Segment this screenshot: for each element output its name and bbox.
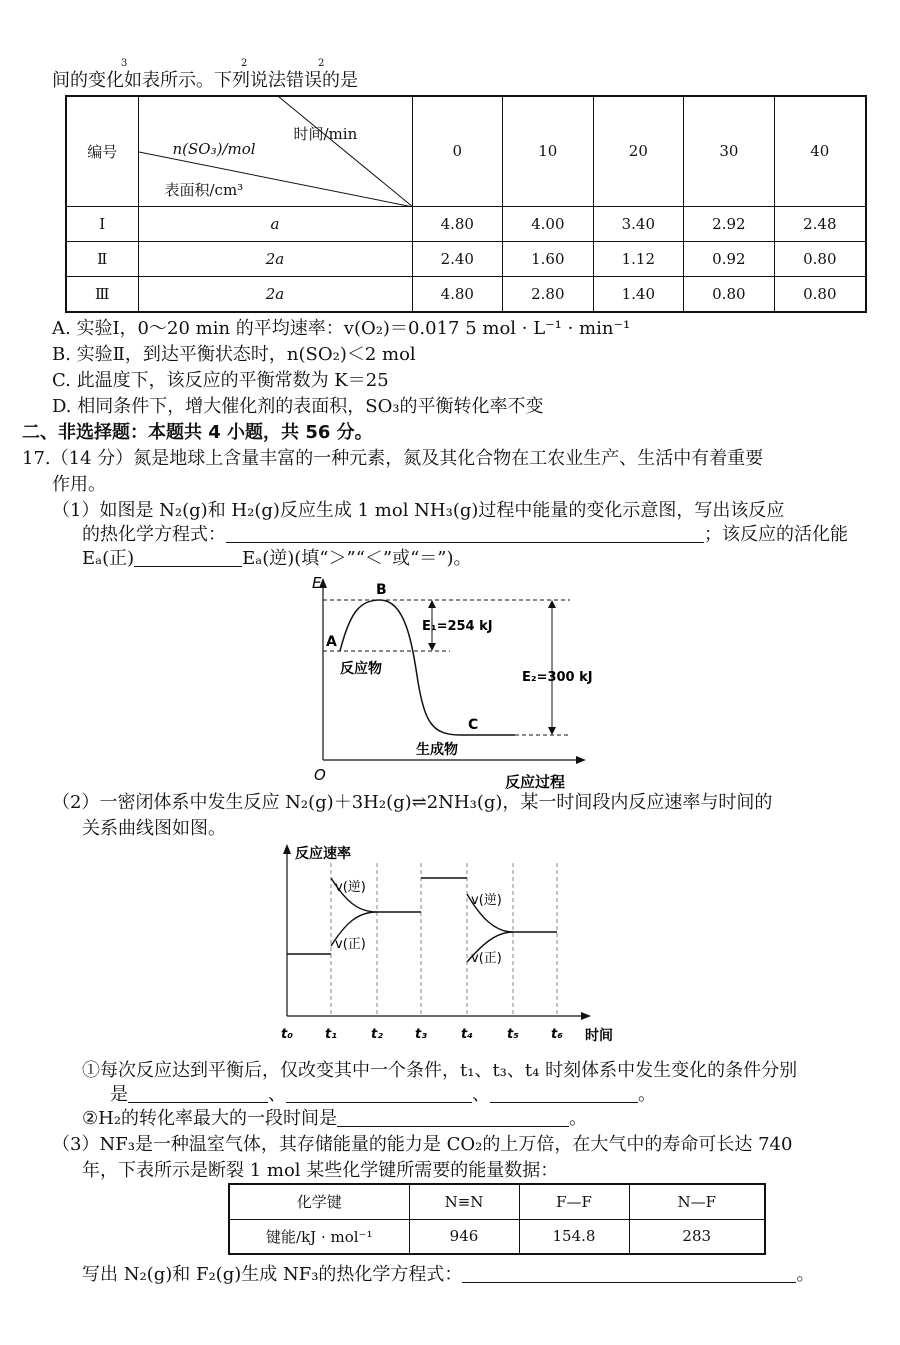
header-diagonal-cell bbox=[138, 96, 412, 206]
text: 。 bbox=[638, 1084, 656, 1105]
table-row bbox=[66, 206, 866, 241]
y-axis-label: 反应速率 bbox=[295, 846, 351, 862]
cell: 2.48 bbox=[774, 206, 866, 241]
reverse-label-1: v(逆) bbox=[335, 880, 366, 895]
section-title: 二、非选择题：本题共 4 小题，共 56 分。 bbox=[22, 422, 373, 443]
tick-t0: t₀ bbox=[281, 1027, 293, 1042]
text: 是 bbox=[110, 1084, 128, 1105]
answer-blank-compare[interactable] bbox=[134, 548, 242, 567]
row-id: Ⅲ bbox=[66, 276, 138, 312]
header-ff: F—F bbox=[519, 1184, 629, 1219]
row-id: Ⅰ bbox=[66, 206, 138, 241]
header-time: 时间/min bbox=[293, 125, 358, 143]
cell: 154.8 bbox=[519, 1219, 629, 1254]
x-axis-label: 时间 bbox=[585, 1028, 613, 1044]
header-bond: 化学键 bbox=[229, 1184, 409, 1219]
option-c: C. 此温度下，该反应的平衡常数为 K＝25 bbox=[52, 370, 389, 391]
cell: 946 bbox=[409, 1219, 519, 1254]
header-id: 编号 bbox=[66, 96, 138, 206]
text: 、 bbox=[472, 1084, 490, 1105]
table-row bbox=[229, 1219, 765, 1254]
q17-line1: 17.（14 分）氮是地球上含量丰富的一种元素，氮及其化合物在工农业生产、生活中有着重要 bbox=[22, 448, 764, 469]
point-c-label: C bbox=[468, 717, 479, 733]
text: 。 bbox=[569, 1108, 588, 1129]
origin-label: O bbox=[314, 766, 326, 784]
q17-p2-line1: （2）一密闭体系中发生反应 N₂(g)＋3H₂(g)⇌2NH₃(g)，某一时间段内反应速率与时间的 bbox=[52, 792, 773, 813]
answer-blank-t3[interactable] bbox=[286, 1084, 472, 1103]
q17-p3-last bbox=[82, 1262, 814, 1288]
tick-t5: t₅ bbox=[507, 1027, 519, 1042]
bond-energy-table bbox=[228, 1183, 766, 1255]
product-label: 生成物 bbox=[416, 742, 458, 758]
reverse-label-2: v(逆) bbox=[471, 893, 502, 908]
cell: 283 bbox=[629, 1219, 765, 1254]
e1-label: E₁=254 kJ bbox=[422, 619, 493, 634]
time-20: 20 bbox=[593, 96, 684, 206]
time-30: 30 bbox=[684, 96, 775, 206]
energy-diagram bbox=[290, 572, 610, 794]
cell: 2.40 bbox=[412, 241, 503, 276]
cell: 4.80 bbox=[412, 206, 503, 241]
cell: 0.80 bbox=[684, 276, 775, 312]
forward-label-1: v(正) bbox=[335, 937, 366, 952]
rate-time-chart bbox=[275, 838, 625, 1052]
cell: 2.80 bbox=[503, 276, 594, 312]
answer-blank-equation[interactable] bbox=[226, 524, 704, 543]
option-d: D. 相同条件下，增大催化剂的表面积，SO₃的平衡转化率不变 bbox=[52, 396, 544, 417]
cell: 0.80 bbox=[774, 241, 866, 276]
top-mark-1: 3 bbox=[121, 58, 128, 69]
x-axis-label: 反应过程 bbox=[505, 773, 566, 791]
cell: 2.92 bbox=[684, 206, 775, 241]
tick-t6: t₆ bbox=[551, 1027, 563, 1042]
q17-p2-line2: 关系曲线图如图。 bbox=[82, 818, 226, 839]
cell: 1.12 bbox=[593, 241, 684, 276]
q17-p3-line1: （3）NF₃是一种温室气体，其存储能量的能力是 CO₂的上万倍，在大气中的寿命可长达 740 bbox=[52, 1134, 793, 1155]
cell: 0.80 bbox=[774, 276, 866, 312]
point-a-label: A bbox=[326, 634, 337, 650]
text: 写出 N₂(g)和 F₂(g)生成 NF₃的热化学方程式： bbox=[82, 1264, 463, 1285]
tick-t4: t₄ bbox=[461, 1027, 473, 1042]
option-a: A. 实验Ⅰ，0～20 min 的平均速率：v(O₂)＝0.017 5 mol · L⁻¹ · min⁻¹ bbox=[52, 318, 631, 339]
cell: 0.92 bbox=[684, 241, 775, 276]
row-area: 2a bbox=[138, 241, 412, 276]
q17-p2-q1-line1: ①每次反应达到平衡后，仅改变其中一个条件，t₁、t₃、t₄ 时刻体系中发生变化的条件分别 bbox=[82, 1060, 798, 1081]
tick-t2: t₂ bbox=[371, 1027, 383, 1042]
answer-blank-t4[interactable] bbox=[490, 1084, 638, 1103]
text: 、 bbox=[268, 1084, 286, 1105]
time-10: 10 bbox=[503, 96, 594, 206]
q17-line2: 作用。 bbox=[52, 474, 106, 495]
cell: 4.00 bbox=[503, 206, 594, 241]
q17-p2-q2 bbox=[82, 1106, 587, 1132]
text: Eₐ(逆)(填“＞”“＜”或“＝”)。 bbox=[242, 548, 472, 569]
row-area: a bbox=[138, 206, 412, 241]
cell: 4.80 bbox=[412, 276, 503, 312]
text: ②H₂的转化率最大的一段时间是 bbox=[82, 1108, 338, 1129]
header-nso3: n(SO₃)/mol bbox=[172, 140, 256, 158]
row-area: 2a bbox=[138, 276, 412, 312]
header-area: 表面积/cm³ bbox=[164, 181, 244, 199]
y-axis-label: E bbox=[312, 574, 322, 592]
q17-p1-line2 bbox=[82, 522, 848, 548]
tick-t3: t₃ bbox=[415, 1027, 427, 1042]
top-mark-2: 2 bbox=[241, 58, 248, 69]
time-40: 40 bbox=[774, 96, 866, 206]
forward-label-2: v(正) bbox=[471, 951, 502, 966]
option-b: B. 实验Ⅱ，到达平衡状态时，n(SO₂)＜2 mol bbox=[52, 344, 416, 365]
table-row bbox=[66, 276, 866, 312]
cell: 1.40 bbox=[593, 276, 684, 312]
text: ；该反应的活化能 bbox=[704, 524, 848, 545]
cell: 1.60 bbox=[503, 241, 594, 276]
text: 的热化学方程式： bbox=[82, 524, 226, 545]
row-id: Ⅱ bbox=[66, 241, 138, 276]
header-nf: N—F bbox=[629, 1184, 765, 1219]
top-mark-3: 2 bbox=[318, 58, 325, 69]
tick-t1: t₁ bbox=[325, 1027, 337, 1042]
e2-label: E₂=300 kJ bbox=[522, 670, 593, 685]
q17-p1-line1: （1）如图是 N₂(g)和 H₂(g)反应生成 1 mol NH₃(g)过程中能量的变化示意图，写出该反应 bbox=[52, 500, 785, 521]
answer-blank-t1[interactable] bbox=[128, 1084, 268, 1103]
row-label: 键能/kJ · mol⁻¹ bbox=[229, 1219, 409, 1254]
table-row bbox=[66, 241, 866, 276]
q17-p2-q1-line2 bbox=[110, 1082, 656, 1108]
x-axis-arrow bbox=[576, 756, 586, 764]
intro-line: 间的变化如表所示。下列说法错误的是 bbox=[52, 70, 358, 91]
text: Eₐ(正) bbox=[82, 548, 135, 569]
answer-blank-h2[interactable] bbox=[337, 1108, 569, 1127]
so3-table bbox=[65, 95, 867, 313]
cell: 3.40 bbox=[593, 206, 684, 241]
q17-p1-line3 bbox=[82, 546, 472, 572]
text: 。 bbox=[796, 1264, 815, 1285]
answer-blank-nf3[interactable] bbox=[462, 1264, 796, 1283]
header-nn: N≡N bbox=[409, 1184, 519, 1219]
point-b-label: B bbox=[376, 582, 387, 598]
reactant-label: 反应物 bbox=[340, 661, 382, 677]
q17-p3-line2: 年，下表所示是断裂 1 mol 某些化学键所需要的能量数据： bbox=[82, 1160, 559, 1181]
time-0: 0 bbox=[412, 96, 503, 206]
